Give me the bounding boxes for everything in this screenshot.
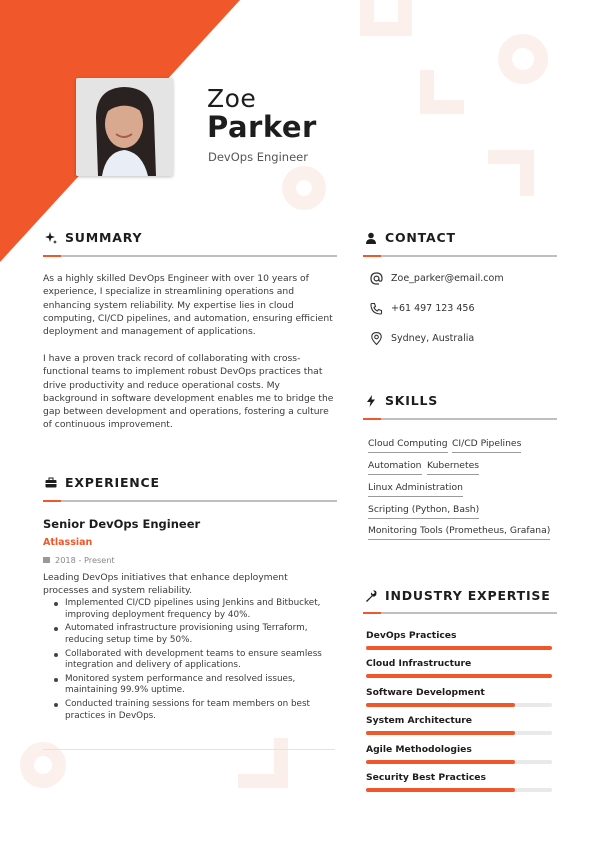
experience-divider xyxy=(43,500,337,502)
expertise-label: Security Best Practices xyxy=(366,772,486,783)
skill-tag: Kubernetes xyxy=(427,460,479,475)
skill-tag: Scripting (Python, Bash) xyxy=(368,504,479,519)
experience-heading-label: EXPERIENCE xyxy=(65,475,160,490)
job-achievements xyxy=(50,598,330,724)
location-text: Sydney, Australia xyxy=(391,333,475,344)
expertise-label: Agile Methodologies xyxy=(366,743,472,755)
skill-tag: Monitoring Tools (Prometheus, Grafana) xyxy=(368,525,550,540)
skills-divider xyxy=(363,418,557,420)
summary-heading-label: SUMMARY xyxy=(65,230,143,245)
job-description: Leading DevOps initiatives that enhance deployment processes and system reliability. xyxy=(43,572,288,597)
expertise-label: DevOps Practices xyxy=(366,630,457,641)
expertise-level-bar xyxy=(366,703,552,707)
job-position: Senior DevOps Engineer xyxy=(43,517,201,531)
expertise-level-fill xyxy=(366,760,515,764)
location-pin-icon xyxy=(370,332,383,345)
industry-expertise-heading xyxy=(365,588,551,603)
briefcase-icon xyxy=(45,477,57,489)
expertise-level-bar xyxy=(366,760,552,764)
contact-location xyxy=(370,332,474,345)
wrench-icon xyxy=(365,590,377,602)
expertise-level-fill xyxy=(366,674,552,678)
list-item: Automated infrastructure provisioning using Terraform, reducing setup time by 50%. xyxy=(50,623,330,646)
skill-tag: Cloud Computing xyxy=(368,438,448,453)
expertise-level-bar xyxy=(366,788,552,792)
person-icon xyxy=(365,232,377,244)
list-item: Collaborated with development teams to ensure seamless integration and delivery of applications. xyxy=(50,649,330,672)
list-item: Conducted training sessions for team members on best practices in DevOps. xyxy=(50,699,330,722)
contact-divider xyxy=(363,255,557,257)
email-text: Zoe_parker@email.com xyxy=(391,273,504,284)
first-name: Zoe xyxy=(207,84,257,113)
expertise-level-fill xyxy=(366,646,552,650)
job-title: DevOps Engineer xyxy=(208,150,308,164)
contact-email[interactable] xyxy=(370,272,504,285)
phone-text: +61 497 123 456 xyxy=(391,303,475,314)
list-item: Implemented CI/CD pipelines using Jenkins and Bitbucket, improving deployment frequency by 40%. xyxy=(50,598,330,621)
industry-expertise-heading-label: INDUSTRY EXPERTISE xyxy=(385,588,551,603)
expertise-level-fill xyxy=(366,703,515,707)
decorative-ring xyxy=(282,166,326,210)
at-sign-icon xyxy=(370,272,383,285)
expertise-level-bar xyxy=(366,674,552,678)
decorative-corner xyxy=(488,150,534,196)
decorative-corner xyxy=(420,70,464,114)
experience-end-divider xyxy=(43,749,335,750)
list-item: Monitored system performance and resolved issues, maintaining 99.9% uptime. xyxy=(50,674,330,697)
job-dates-text: 2018 - Present xyxy=(55,555,115,565)
skill-tag: CI/CD Pipelines xyxy=(452,438,521,453)
phone-icon xyxy=(370,302,383,315)
summary-divider xyxy=(43,255,337,257)
summary-heading xyxy=(45,230,142,245)
skills-heading xyxy=(365,393,438,408)
expertise-label: Software Development xyxy=(366,686,485,698)
experience-heading xyxy=(45,475,160,490)
profile-photo xyxy=(76,78,173,176)
expertise-label: Cloud Infrastructure xyxy=(366,658,472,670)
expertise-level-bar xyxy=(366,646,552,650)
contact-heading xyxy=(365,230,456,245)
company-name: Atlassian xyxy=(43,537,93,548)
sparkle-icon xyxy=(45,232,57,244)
expertise-level-fill xyxy=(366,788,515,792)
industry-expertise-divider xyxy=(363,612,557,614)
expertise-level-bar xyxy=(366,731,552,735)
expertise-level-fill xyxy=(366,731,515,735)
expertise-label: System Architecture xyxy=(366,715,473,727)
summary-paragraph: I have a proven track record of collaborating with cross-functional teams to implement robust DevOps practices that drive productivity and reduce operational costs. My background in software development enables me to bridge the gap between development and operations, fostering a culture of continuous improvement. xyxy=(43,353,334,431)
skill-tag: Linux Administration xyxy=(368,482,463,497)
contact-heading-label: CONTACT xyxy=(385,230,456,245)
contact-phone[interactable] xyxy=(370,302,475,315)
skill-tag: Automation xyxy=(368,460,422,475)
decorative-ring xyxy=(498,34,548,84)
bolt-icon xyxy=(365,395,377,407)
last-name: Parker xyxy=(207,110,317,144)
job-dates xyxy=(43,555,115,565)
calendar-icon xyxy=(43,557,50,563)
decorative-corner xyxy=(238,738,288,788)
skills-heading-label: SKILLS xyxy=(385,393,439,408)
summary-paragraph: As a highly skilled DevOps Engineer with over 10 years of experience, I specialize in streamlining operations and enhancing system reliability. My expertise lies in cloud computing, CI/CD pipelines, and automation, ensuring efficient deployment and management of applications. xyxy=(43,273,333,338)
decorative-square xyxy=(360,0,412,36)
